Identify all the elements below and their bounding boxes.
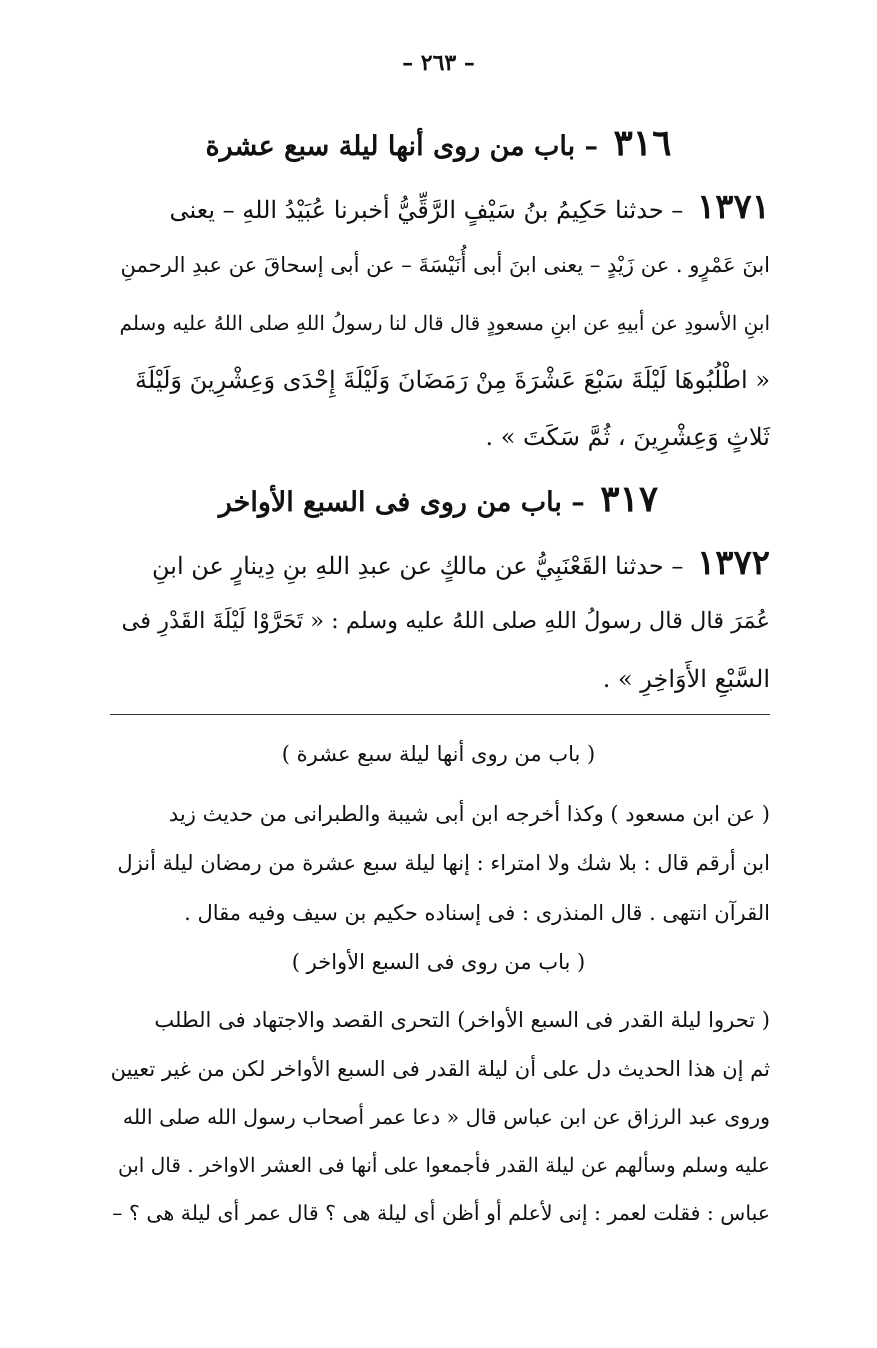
note-1-line-1: ( عن ابن مسعود ) وكذا أخرجه ابن أبى شيبة والطبرانى من حديث زيد bbox=[168, 802, 770, 826]
hadith-1371-line-4: « اطْلُبُوهَا لَيْلَةَ سَبْعَ عَشْرَةَ مِنْ رَمَضَانَ وَلَيْلَةَ إِحْدَى وَعِشْرِينَ وَلَيْلَةَ bbox=[135, 366, 770, 394]
chapter-title: – باب من روى فى السبع الأواخر bbox=[218, 487, 585, 518]
page-number: – ٢٦٣ – bbox=[402, 50, 475, 76]
hadith-number: ١٣٧١ bbox=[696, 187, 770, 227]
hadith-1371-line-5: ثَلاثٍ وَعِشْرِينَ ، ثُمَّ سَكَتَ » . bbox=[485, 423, 770, 451]
footnote-divider bbox=[110, 714, 770, 715]
note-2-line-1: ( تحروا ليلة القدر فى السبع الأواخر) التحرى القصد والاجتهاد فى الطلب bbox=[154, 1008, 770, 1032]
chapter-heading-316 bbox=[80, 122, 797, 164]
hadith-1372-line-1 bbox=[110, 543, 770, 583]
note-1-line-2: ابن أرقم قال : بلا شك ولا امتراء : إنها ليلة سبع عشرة من رمضان ليلة أنزل bbox=[117, 851, 770, 875]
hadith-1372-line-3: السَّبْعِ الأَوَاخِرِ » . bbox=[602, 665, 770, 693]
hadith-text: – حدثنا حَكِيمُ بنُ سَيْفٍ الرَّقِّيُّ أخبرنا عُبَيْدُ اللهِ – يعنى bbox=[169, 196, 684, 224]
chapter-title: – باب من روى أنها ليلة سبع عشرة bbox=[205, 131, 599, 162]
note-1-line-3: القرآن انتهى . قال المنذرى : فى إسناده حكيم بن سيف وفيه مقال . bbox=[184, 901, 770, 925]
note-2-line-4: عليه وسلم وسألهم عن ليلة القدر فأجمعوا على أنها فى العشر الاواخر . قال ابن bbox=[117, 1153, 770, 1177]
chapter-number: ٣١٧ bbox=[600, 478, 659, 520]
note-2-line-2: ثم إن هذا الحديث دل على أن ليلة القدر فى السبع الأواخر لكن من غير تعيين bbox=[110, 1057, 770, 1081]
note-heading-2: ( باب من روى فى السبع الأواخر ) bbox=[291, 950, 586, 974]
chapter-heading-317 bbox=[80, 478, 797, 520]
note-2-line-5: عباس : فقلت لعمر : إنى لأعلم أو أظن أى ليلة هى ؟ قال عمر أى ليلة هى ؟ – bbox=[112, 1201, 770, 1225]
hadith-1372-line-2: عُمَرَ قال قال رسولُ اللهِ صلى اللهُ عليه وسلم : « تَحَرَّوْا لَيْلَةَ القَدْرِ فى bbox=[121, 608, 770, 634]
chapter-number: ٣١٦ bbox=[613, 122, 672, 164]
hadith-text: – حدثنا القَعْنَبِيُّ عن مالكٍ عن عبدِ اللهِ بنِ دِينارٍ عن ابنِ bbox=[152, 552, 684, 580]
hadith-1371-line-3: ابنِ الأسودِ عن أبيهِ عن ابنِ مسعودٍ قال قال لنا رسولُ اللهِ صلى اللهُ عليه وسلم bbox=[119, 311, 770, 335]
hadith-1371-line-1 bbox=[110, 187, 770, 227]
hadith-1371-line-2: ابنَ عَمْرٍو . عن زَيْدٍ – يعنى ابنَ أبى أُنَيْسَةَ – عن أبى إسحاقَ عن عبدِ الرحمنِ bbox=[120, 253, 770, 277]
note-heading-1: ( باب من روى أنها ليلة سبع عشرة ) bbox=[281, 742, 596, 766]
note-2-line-3: وروى عبد الرزاق عن ابن عباس قال « دعا عمر أصحاب رسول الله صلى الله bbox=[122, 1105, 770, 1129]
hadith-number: ١٣٧٢ bbox=[696, 543, 770, 583]
